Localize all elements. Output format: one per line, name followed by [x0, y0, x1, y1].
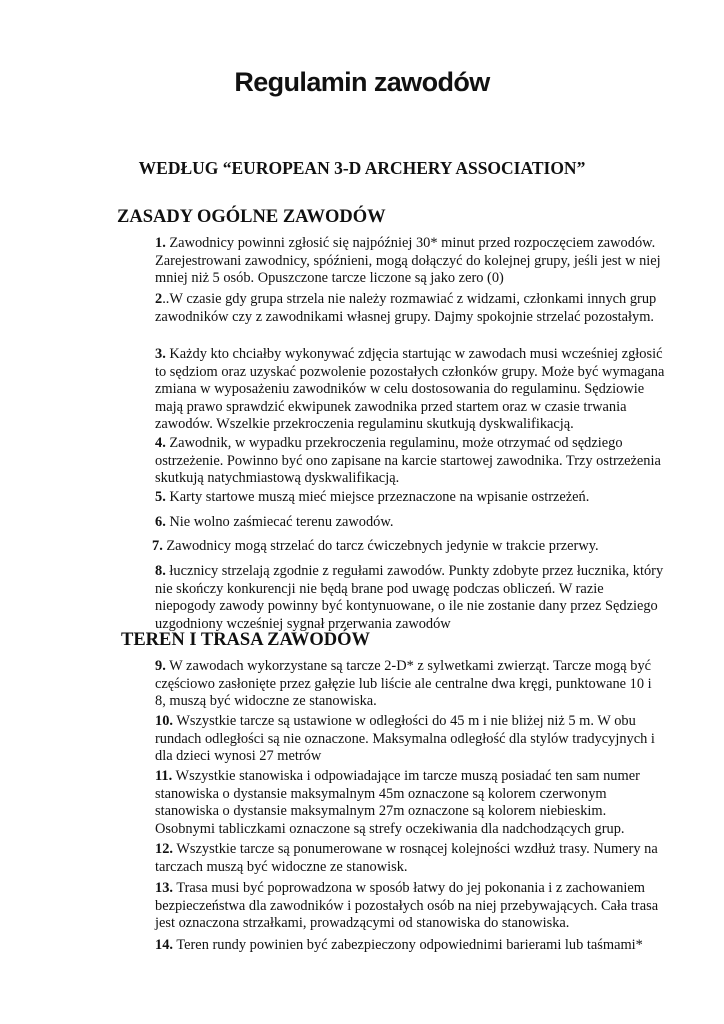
rule-item — [155, 489, 665, 507]
rule-text: Nie wolno zaśmiecać terenu zawodów. — [165, 514, 394, 530]
rule-item — [155, 514, 665, 532]
rule-number: 13. — [155, 880, 173, 896]
rule-text: Teren rundy powinien być zabezpieczony odpowiednimi barierami lub taśmami* — [173, 937, 643, 953]
rule-item — [155, 291, 665, 326]
rule-number: 5. — [155, 489, 166, 505]
rule-number: 10. — [155, 713, 173, 729]
document-subtitle: WEDŁUG “EUROPEAN 3-D ARCHERY ASSOCIATION” — [138, 158, 586, 178]
rule-text: łucznicy strzelają zgodnie z regułami zawodów. Punkty zdobyte przez łucznika, który nie skończy konkurencji nie będą brane pod uwagę podczas obliczeń. W razie niepogody zawody powinny być kontynuowane, o ile nie zostanie dany przez Sędziego uzgodniony wcześniej sygnał przerwania zawodów — [155, 563, 664, 632]
document-title: Regulamin zawodów — [234, 67, 490, 97]
rule-item — [155, 346, 665, 434]
rule-item — [152, 538, 662, 556]
rule-number: 11. — [155, 768, 173, 784]
rule-text: W zawodach wykorzystane są tarcze 2-D* z sylwetkami zwierząt. Tarcze mogą być częściowo zasłonięte przez gałęzie lub liście ale centralne dwa kręgi, punktowane 10 i 8, muszą być widoczne ze stanowiska. — [155, 658, 652, 709]
rule-text: Zawodnik, w wypadku przekroczenia regulaminu, może otrzymać od sędziego ostrzeżenie. Powinno być ono zapisane na karcie startowej zawodnika. Trzy ostrzeżenia skutkują natychmiastową dyskwalifikacją. — [155, 435, 661, 486]
rule-text: Zawodnicy powinni zgłosić się najpóźniej 30* minut przed rozpoczęciem zawodów. Zarejestrowani zawodnicy, spóźnieni, mogą dołączyć do kolejnej grupy, jeśli jest w niej mniej niż 5 osób. Opuszczone tarcze liczone są jako zero (0) — [155, 235, 661, 286]
rule-item — [155, 841, 665, 876]
rule-number: 1. — [155, 235, 166, 251]
rule-number: 4. — [155, 435, 166, 451]
rule-number: 8. — [155, 563, 166, 579]
rule-number: 2 — [155, 291, 163, 307]
rule-item — [155, 880, 665, 933]
rule-text: Karty startowe muszą mieć miejsce przeznaczone na wpisanie ostrzeżeń. — [165, 489, 590, 505]
rule-text: Zawodnicy mogą strzelać do tarcz ćwiczebnych jedynie w trakcie przerwy. — [162, 538, 599, 554]
rule-number: 6. — [155, 514, 166, 530]
rule-text: Każdy kto chciałby wykonywać zdjęcia startując w zawodach musi wcześniej zgłosić to sędziom oraz uzyskać pozwolenie pozostałych członków grupy. Może być wymagana zmiana w wyposażeniu zawodników w celu dostosowania do regulaminu. Sędziowie mają prawo sprawdzić ekwipunek zawodnika przed startem oraz w czasie trwania zawodów. Wszelkie przekroczenia regulaminu skutkują dyskwalifikacją. — [155, 346, 665, 432]
rule-text: ..W czasie gdy grupa strzela nie należy rozmawiać z widzami, członkami innych grup zawodników czy z zawodnikami własnej grupy. Dajmy spokojnie strzelać pozostałym. — [155, 291, 657, 325]
rule-item — [155, 235, 665, 288]
rule-item — [155, 563, 665, 633]
rule-text: Wszystkie tarcze są ustawione w odległości do 45 m i nie bliżej niż 5 m. W obu rundach odległości są nie oznaczone. Maksymalna odległość dla stylów tradycyjnych i dla dzieci wynosi 27 metrów — [155, 713, 655, 764]
rule-number: 9. — [155, 658, 166, 674]
section-heading-general-rules: ZASADY OGÓLNE ZAWODÓW — [117, 207, 386, 227]
rule-number: 14. — [155, 937, 173, 953]
section-heading-terrain-route: TEREN I TRASA ZAWODÓW — [121, 630, 370, 650]
rule-number: 12. — [155, 841, 173, 857]
rule-item — [155, 937, 665, 955]
rule-number: 7. — [152, 538, 163, 554]
rule-item — [155, 768, 665, 838]
rule-text: Wszystkie stanowiska i odpowiadające im tarcze muszą posiadać ten sam numer stanowiska o dystansie maksymalnym 45m oznaczone są kolorem czerwonym stanowiska o dystansie maksymalnym 27m oznaczone są kolorem niebieskim. Osobnymi tabliczkami oznaczone są strefy oczekiwania dla nadchodzących grup. — [155, 768, 640, 837]
rule-number: 3. — [155, 346, 166, 362]
rule-text: Wszystkie tarcze są ponumerowane w rosnącej kolejności wzdłuż trasy. Numery na tarczach muszą być widoczne ze stanowisk. — [155, 841, 658, 875]
rule-item — [155, 435, 665, 488]
rule-item — [155, 658, 665, 711]
rule-text: Trasa musi być poprowadzona w sposób łatwy do jej pokonania i z zachowaniem bezpieczeństwa dla zawodników i pozostałych osób na niej przebywających. Cała trasa jest oznaczona strzałkami, prowadzącymi od stanowiska do stanowiska. — [155, 880, 659, 931]
rule-item — [155, 713, 665, 766]
